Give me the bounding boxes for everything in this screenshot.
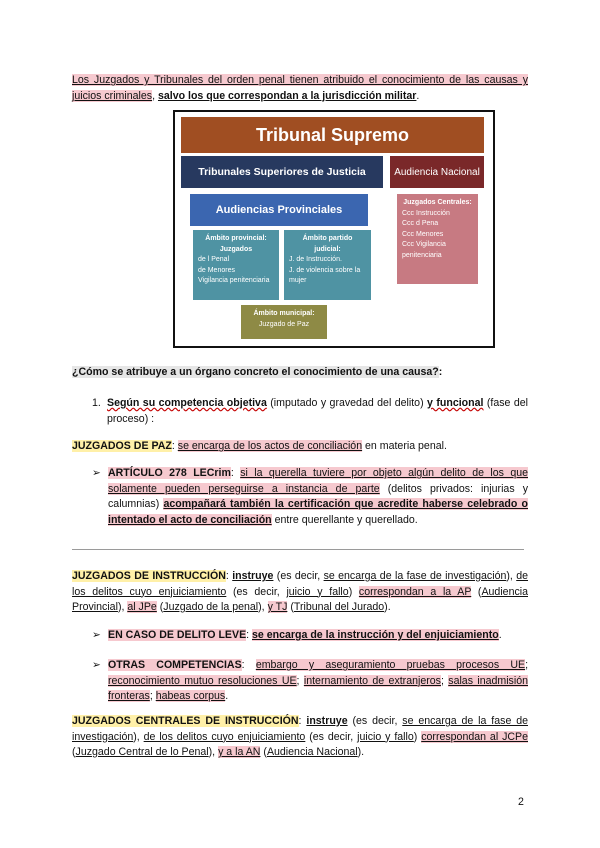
competencia-item: embargo y aseguramiento pruebas procesos UE [255,659,526,671]
paz-conciliacion: se encarga de los actos de conciliación [177,440,363,452]
t: ), [506,570,517,582]
competencia-item: reconocimiento mutuo resoluciones UE [108,674,297,687]
t: ; [525,659,529,671]
pen-item: Vigilancia penitenciaria [198,277,270,284]
juzgados-centrales-box [397,194,478,284]
criterion-text-end: (fase del proceso) : [107,397,529,425]
t: ), [117,601,128,613]
juzgados-centrales-title: Juzgados Centrales: [403,199,472,206]
ambito-partido-title: Ámbito partido judicial: [302,235,353,253]
audiencia-provincial: Audiencia Provincial [72,585,528,613]
t: ) [348,585,359,598]
part-item: J. de violencia sobre la mujer [289,266,361,284]
t: . [225,690,229,702]
intro-military-exception: salvo los que correspondan a la jurisdicción militar [157,89,417,102]
question-colon: : [438,366,443,378]
juzgado-central-penal: Juzgado Central de lo Penal [75,746,209,758]
tsj-box: Tribunales Superiores de Justicia [181,156,383,188]
ambito-municipal-title: Ámbito municipal: [253,310,315,317]
jc-item: Ccc Vigilancia penitenciaria [402,241,446,259]
t: (es decir, [226,585,287,598]
paz-colon: : [171,440,178,452]
intro-comma: , [152,89,158,102]
t: ), [208,746,219,758]
tribunal-supremo-box: Tribunal Supremo [181,117,484,153]
question-text: ¿Cómo se atribuye a un órgano concreto el conocimiento de una causa? [72,366,439,378]
fase-investigacion: se encarga de la fase de investigación [72,715,528,743]
art-delitos-privados: (delitos privados: injurias y calumnias) [108,482,528,510]
instruye: instruye [232,570,274,582]
t: : [246,629,253,641]
t: (es decir, [305,730,358,743]
art-colon: : [230,467,241,479]
jc-item: Ccc Menores [402,230,444,238]
juicio-fallo: juicio y fallo [286,585,349,598]
t: : [241,659,256,671]
fase-investigacion: se encarga de la fase de investigación [323,570,507,582]
pen-item: de Menores [198,266,235,274]
intro-paragraph [72,73,528,104]
juicio-fallo: juicio y fallo [357,730,414,743]
art-end: entre querellante y querellado. [271,513,418,526]
audiencias-provinciales-box: Audiencias Provinciales [190,194,368,226]
page-number: 2 [518,796,524,808]
audiencia-nacional-box: Audiencia Nacional [390,156,484,188]
y-tj: y TJ [267,601,288,613]
intro-highlight: Los Juzgados y Tribunales del orden penal tienen atribuido el conocimiento de las causas y juicios criminales [72,74,528,102]
ambito-partido-box [284,230,371,300]
articulo-278-label: ARTÍCULO 278 LECrim [108,467,231,479]
question-heading [72,365,528,381]
t: ( [287,601,294,613]
t: ), [133,730,144,743]
delitos-enjuiciamiento: de los delitos cuyo enjuiciamiento [72,570,529,598]
criterion-item [107,396,528,427]
t: ). [357,746,365,758]
ambito-provincial-title: Ámbito provincial: Juzgados [205,235,267,253]
bullet-arrow: ➢ [92,467,101,479]
t: : [225,570,233,582]
juzgados-paz-label: JUZGADOS DE PAZ [72,440,172,452]
competencia-item: habeas corpus [155,690,226,702]
criterion-text: (imputado y gravedad del delito) [266,397,428,409]
paz-text: en materia penal. [362,440,447,452]
intro-period: . [416,89,420,102]
articulo-278-paragraph [108,466,528,528]
jc-item: Ccc d Pena [402,220,439,227]
t: ( [72,746,76,758]
bullet-arrow: ➢ [92,659,101,671]
instruye: instruye [306,715,348,727]
delito-leve-paragraph [108,628,528,644]
juzgados-instruccion-paragraph [72,569,528,616]
otras-competencias-label: OTRAS COMPETENCIAS [108,659,242,671]
t: ; [440,674,449,687]
juzgados-centrales-paragraph [72,714,528,761]
t: ( [156,601,164,613]
delito-leve-label: EN CASO DE DELITO LEVE [108,629,247,641]
tribunal-jurado: Tribunal del Jurado [293,601,385,613]
juzgados-instruccion-label: JUZGADOS DE INSTRUCCIÓN [72,570,226,582]
al-jpe: al JPe [127,601,157,613]
t: ). [384,601,391,613]
list-number: 1. [92,397,101,409]
t: ) [413,730,422,743]
correspondan-ap: correspondan a la AP [358,585,472,598]
audiencia-nacional: Audiencia Nacional [266,746,358,758]
y-an: y a la AN [218,746,261,758]
section-divider [72,549,524,550]
competencia-objetiva: Según su competencia objetiva [107,397,267,409]
juzgados-paz-paragraph [72,439,528,455]
court-hierarchy-diagram [173,110,495,348]
art-querella: si la querella tuviere por objeto algún delito de los que solamente pueden perseguirse a instancia de parte [108,467,528,495]
jc-item: Ccc Instrucción [402,209,450,217]
competencia-item: salas inadmisión fronteras [108,674,528,702]
t: ), [258,601,268,613]
t: ; [149,690,156,702]
ambito-municipal-box [241,305,327,339]
ambito-provincial-box [193,230,279,300]
juzgado-paz-label: Juzgado de Paz [258,320,310,328]
delitos-enjuiciamiento: de los delitos cuyo enjuiciamiento [143,730,306,743]
competencia-item: internamiento de extranjeros [303,674,441,687]
competencia-funcional: y funcional [427,397,484,409]
t: ( [471,585,482,598]
t: (es decir, [273,570,324,582]
t: . [498,629,502,641]
part-item: J. de Instrucción. [289,256,342,263]
art-certificacion: acompañará también la certificación que acredite haberse celebrado o intentado el acto de conciliación [108,498,528,526]
pen-item: de l Penal [198,256,230,263]
t: ( [260,746,267,758]
bullet-arrow: ➢ [92,629,101,641]
instruccion-enjuiciamiento: se encarga de la instrucción y del enjuiciamiento [252,629,499,641]
correspondan-jcpe: correspondan al JCPe [421,730,528,743]
t: (es decir, [347,715,403,727]
t: : [298,715,307,727]
t: ; [296,674,304,687]
otras-competencias-paragraph [108,658,528,705]
juzgados-centrales-label: JUZGADOS CENTRALES DE INSTRUCCIÓN [72,715,299,727]
juzgado-penal: Juzgado de la penal [163,601,259,613]
